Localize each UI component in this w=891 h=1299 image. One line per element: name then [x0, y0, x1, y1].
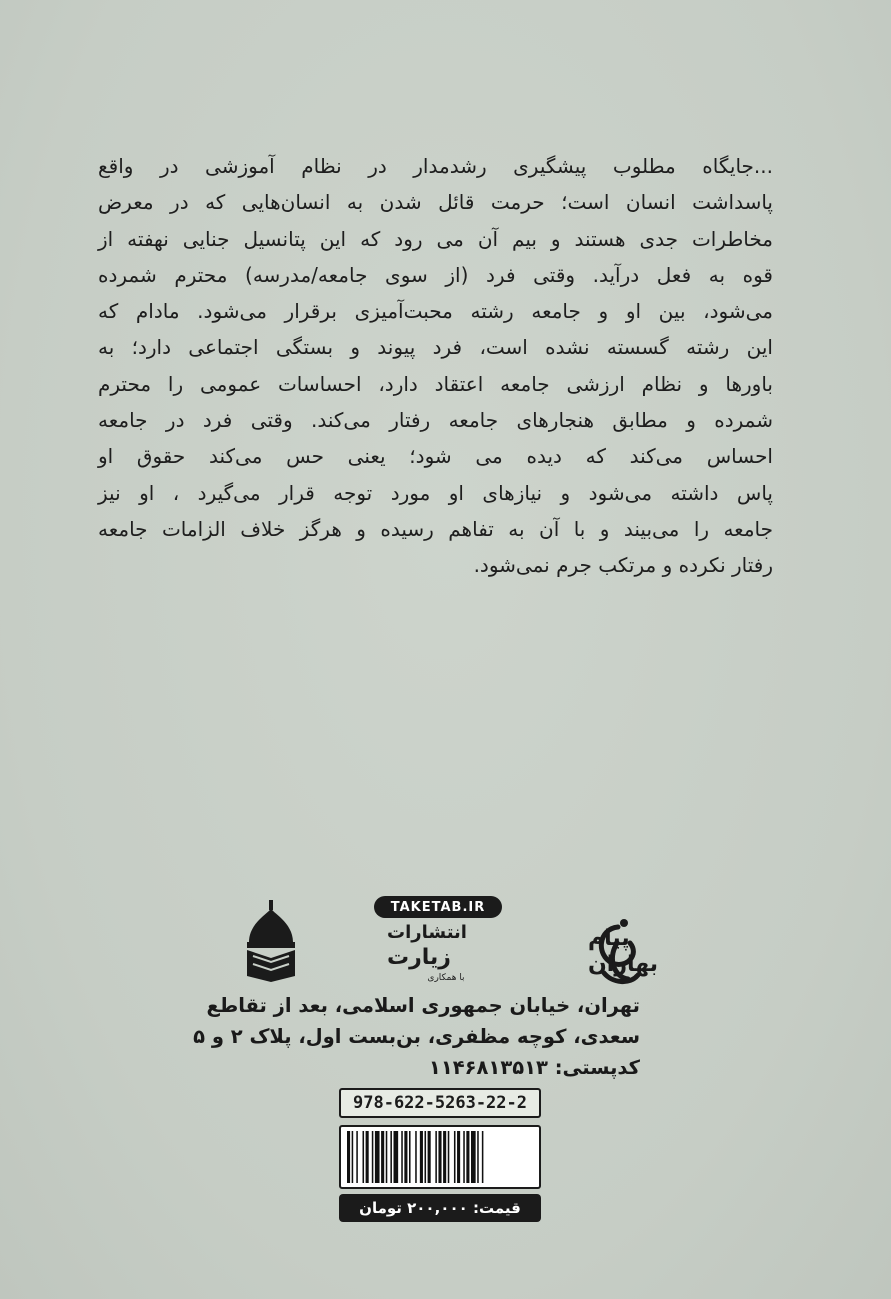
publisher-left-line1: انتشارات [387, 922, 467, 943]
postal-code-line: کدپستی: ۱۱۴۶۸۱۳۵۱۳ [428, 1056, 640, 1079]
blurb-line: ...جایگاه مطلوب پیشگیری رشدمدار در نظام آموزشی در واقع [98, 154, 773, 178]
publisher-address [193, 990, 640, 1083]
website-badge: TAKETAB.IR [374, 896, 502, 918]
blurb-text [98, 148, 773, 584]
blurb-line: رفتار نکرده و مرتکب جرم نمی‌شود. [473, 553, 773, 578]
blurb-line: پاسداشت انسان است؛ حرمت قائل شدن به انسان‌هایی که در معرض [98, 190, 773, 215]
blurb-line: این رشته گسسته نشده است، فرد پیوند و بستگی اجتماعی دارد؛ به [98, 335, 773, 360]
blurb-line: می‌شود، بین او و جامعه رشته محبت‌آمیزی برقرار می‌شود. مادام که [98, 299, 773, 324]
publisher-right-line2: بهاران [588, 952, 659, 977]
blurb-line: مخاطرات جدی هستند و بیم آن می رود که این پتانسیل جنایی نهفته از [98, 226, 773, 251]
publisher-left-line2: زیارت [387, 945, 451, 970]
blurb-line: قوه به فعل درآید. وقتی فرد (از سوی جامعه/مدرسه) محترم شمرده [98, 262, 773, 287]
payam-baharan-emblem-icon [500, 915, 659, 990]
blurb-line: شمرده و مطابق هنجارهای جامعه رفتار می‌کند. وقتی فرد در جامعه [98, 408, 773, 433]
collaboration-label: با همکاری [427, 973, 465, 983]
publisher-logo-payam-baharan [500, 915, 659, 990]
barcode-icon [341, 1127, 539, 1187]
publisher-right-line1: پیام [588, 926, 630, 951]
isbn-box: 978-622-5263-22-2 [339, 1088, 541, 1118]
blurb-line: جامعه را می‌بیند و با آن به تفاهم رسیده و هرگز خلاف الزامات جامعه [98, 516, 773, 541]
address-line: تهران، خیابان جمهوری اسلامی، بعد از تقاطع [206, 994, 640, 1017]
price-label: قیمت: ۲۰۰,۰۰۰ تومان [339, 1194, 541, 1222]
barcode [339, 1125, 541, 1189]
blurb-line: احساس می‌کند که دیده می شود؛ یعنی حس می‌کند حقوق او [98, 444, 773, 469]
address-line: سعدی، کوچه مظفری، بن‌بست اول، پلاک ۲ و ۵ [193, 1025, 640, 1048]
blurb-line: پاس داشته می‌شود و نیازهای او مورد توجه قرار می‌گیرد ، او نیز [98, 480, 773, 505]
blurb-line: باورها و نظام ارزشی جامعه اعتقاد دارد، احساسات عمومی را محترم [98, 371, 773, 396]
